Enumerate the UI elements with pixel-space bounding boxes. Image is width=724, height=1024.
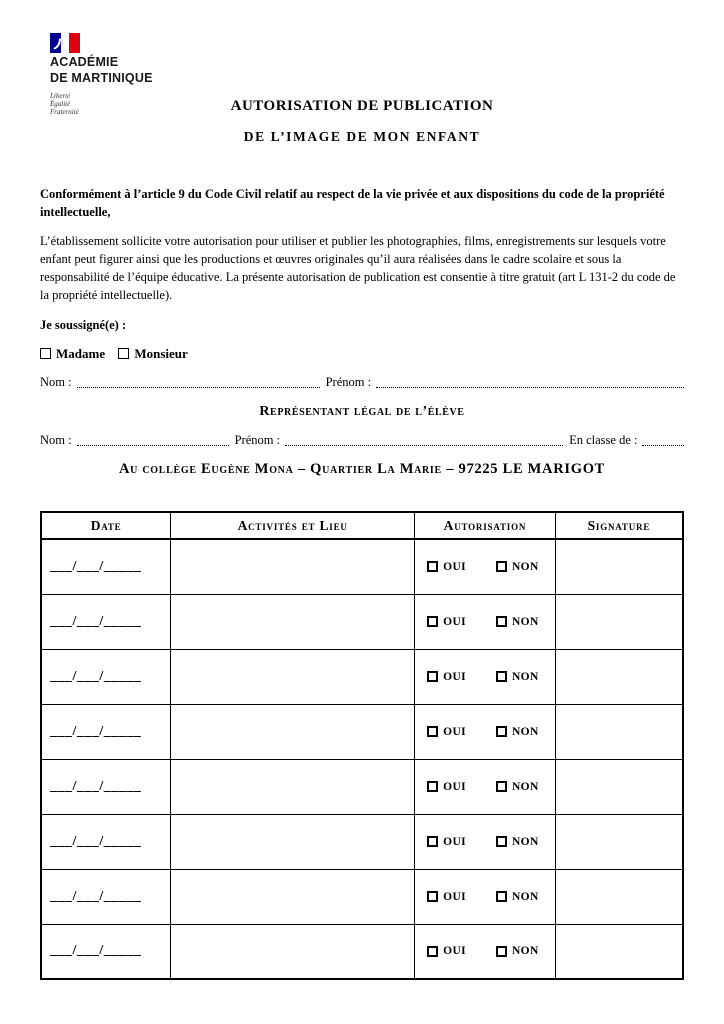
signature-cell[interactable] xyxy=(555,594,683,649)
table-row xyxy=(41,704,683,759)
signature-cell[interactable] xyxy=(555,869,683,924)
college-address-line: Au collège Eugène Mona – Quartier La Marie – 97225 LE MARIGOT xyxy=(118,461,606,477)
student-name-line xyxy=(40,433,684,448)
oui-label: OUI xyxy=(443,560,467,573)
oui-label: OUI xyxy=(443,945,467,958)
document-title-line2: DE L’IMAGE DE MON ENFANT xyxy=(243,129,481,144)
student-prenom-label: Prénom : xyxy=(234,433,281,447)
date-cell xyxy=(41,649,171,704)
date-cell xyxy=(41,704,171,759)
madame-checkbox-icon[interactable] xyxy=(40,348,51,359)
non-checkbox-icon[interactable] xyxy=(496,836,507,847)
date-cell xyxy=(41,924,171,979)
oui-label: OUI xyxy=(443,890,467,903)
activity-cell[interactable] xyxy=(171,869,415,924)
non-checkbox-option[interactable] xyxy=(496,616,539,628)
non-label: NON xyxy=(511,560,539,573)
non-checkbox-option[interactable] xyxy=(496,945,539,957)
date-field[interactable]: ___/___/_____ xyxy=(50,558,142,574)
date-cell xyxy=(41,594,171,649)
activity-cell[interactable] xyxy=(171,594,415,649)
non-checkbox-option[interactable] xyxy=(496,836,539,848)
authorization-cell xyxy=(415,594,556,649)
academy-name-line1: ACADÉMIE xyxy=(50,55,119,69)
oui-checkbox-option[interactable] xyxy=(427,945,466,957)
authorization-cell xyxy=(415,649,556,704)
table-row xyxy=(41,759,683,814)
student-classe-label: En classe de : xyxy=(569,433,638,447)
student-nom-field[interactable] xyxy=(77,442,229,446)
non-checkbox-icon[interactable] xyxy=(496,671,507,682)
date-cell xyxy=(41,759,171,814)
header-activites: Activités et Lieu xyxy=(171,512,415,539)
authorization-cell xyxy=(415,704,556,759)
table-row xyxy=(41,649,683,704)
date-cell xyxy=(41,869,171,924)
authorization-cell xyxy=(415,814,556,869)
oui-label: OUI xyxy=(443,725,467,738)
header-signature: Signature xyxy=(555,512,683,539)
activity-cell[interactable] xyxy=(171,759,415,814)
signer-nom-field[interactable] xyxy=(77,384,320,388)
oui-checkbox-option[interactable] xyxy=(427,671,466,683)
french-flag-icon xyxy=(50,33,80,53)
legal-representative-heading: Représentant légal de l’élève xyxy=(259,404,465,419)
oui-checkbox-option[interactable] xyxy=(427,781,466,793)
table-row xyxy=(41,869,683,924)
student-nom-label: Nom : xyxy=(40,433,72,447)
non-checkbox-icon[interactable] xyxy=(496,946,507,957)
signature-cell[interactable] xyxy=(555,704,683,759)
authorization-cell xyxy=(415,539,556,594)
activity-cell[interactable] xyxy=(171,704,415,759)
oui-checkbox-icon[interactable] xyxy=(427,671,438,682)
date-cell xyxy=(41,814,171,869)
date-field[interactable]: ___/___/_____ xyxy=(50,613,142,629)
date-field[interactable]: ___/___/_____ xyxy=(50,723,142,739)
table-header-row xyxy=(41,512,683,539)
header-autorisation: Autorisation xyxy=(415,512,556,539)
authorization-table xyxy=(40,511,684,980)
signer-prenom-label: Prénom : xyxy=(325,375,372,389)
oui-label: OUI xyxy=(443,780,467,793)
non-checkbox-icon[interactable] xyxy=(496,781,507,792)
oui-checkbox-icon[interactable] xyxy=(427,781,438,792)
oui-label: OUI xyxy=(443,835,467,848)
oui-checkbox-option[interactable] xyxy=(427,616,466,628)
non-checkbox-icon[interactable] xyxy=(496,726,507,737)
date-field[interactable]: ___/___/_____ xyxy=(50,943,142,959)
signer-name-line xyxy=(40,375,684,390)
madame-label: Madame xyxy=(56,346,106,361)
oui-label: OUI xyxy=(443,615,467,628)
date-field[interactable]: ___/___/_____ xyxy=(50,833,142,849)
table-row xyxy=(41,594,683,649)
table-row xyxy=(41,539,683,594)
table-row xyxy=(41,814,683,869)
non-label: NON xyxy=(511,780,539,793)
signature-cell[interactable] xyxy=(555,649,683,704)
motto-fraternite: Fraternité xyxy=(50,108,79,116)
authorization-cell xyxy=(415,924,556,979)
non-label: NON xyxy=(511,670,539,683)
monsieur-checkbox-option[interactable] xyxy=(118,346,187,361)
signature-cell[interactable] xyxy=(555,759,683,814)
oui-checkbox-icon[interactable] xyxy=(427,891,438,902)
authorization-cell xyxy=(415,869,556,924)
monsieur-label: Monsieur xyxy=(134,346,188,361)
motto xyxy=(50,92,190,116)
je-soussigne-label: Je soussigné(e) : xyxy=(40,318,127,332)
oui-checkbox-icon[interactable] xyxy=(427,946,438,957)
motto-egalite: Égalité xyxy=(50,100,71,108)
non-label: NON xyxy=(511,725,539,738)
non-label: NON xyxy=(511,835,539,848)
oui-checkbox-icon[interactable] xyxy=(427,616,438,627)
authorization-cell xyxy=(415,759,556,814)
date-cell xyxy=(41,539,171,594)
oui-checkbox-option[interactable] xyxy=(427,891,466,903)
non-checkbox-option[interactable] xyxy=(496,891,539,903)
academy-logo xyxy=(50,33,190,116)
oui-checkbox-icon[interactable] xyxy=(427,836,438,847)
non-label: NON xyxy=(511,890,539,903)
non-checkbox-option[interactable] xyxy=(496,726,539,738)
signature-cell[interactable] xyxy=(555,924,683,979)
signature-cell[interactable] xyxy=(555,539,683,594)
document-title-line1: AUTORISATION DE PUBLICATION xyxy=(230,98,494,114)
monsieur-checkbox-icon[interactable] xyxy=(118,348,129,359)
motto-liberte: Liberté xyxy=(50,92,71,100)
non-checkbox-option[interactable] xyxy=(496,671,539,683)
activity-cell[interactable] xyxy=(171,539,415,594)
activity-cell[interactable] xyxy=(171,814,415,869)
non-checkbox-icon[interactable] xyxy=(496,561,507,572)
date-field[interactable]: ___/___/_____ xyxy=(50,668,142,684)
signer-nom-label: Nom : xyxy=(40,375,72,389)
activity-cell[interactable] xyxy=(171,924,415,979)
oui-checkbox-icon[interactable] xyxy=(427,726,438,737)
student-prenom-field[interactable] xyxy=(285,442,563,446)
non-checkbox-option[interactable] xyxy=(496,561,539,573)
signature-cell[interactable] xyxy=(555,814,683,869)
table-row xyxy=(41,924,683,979)
header-date: Date xyxy=(41,512,171,539)
non-label: NON xyxy=(511,945,539,958)
oui-checkbox-option[interactable] xyxy=(427,836,466,848)
madame-checkbox-option[interactable] xyxy=(40,346,105,361)
civility-row xyxy=(40,346,684,362)
oui-label: OUI xyxy=(443,670,467,683)
student-classe-field[interactable] xyxy=(642,442,684,446)
oui-checkbox-option[interactable] xyxy=(427,726,466,738)
date-field[interactable]: ___/___/_____ xyxy=(50,888,142,904)
legal-reference-paragraph: Conformément à l’article 9 du Code Civil relatif au respect de la vie privée et aux dispositions du code de la propriété intellectuelle, xyxy=(40,187,665,219)
non-label: NON xyxy=(511,615,539,628)
non-checkbox-icon[interactable] xyxy=(496,891,507,902)
oui-checkbox-option[interactable] xyxy=(427,561,466,573)
academy-name-line2: DE MARTINIQUE xyxy=(50,71,153,85)
non-checkbox-icon[interactable] xyxy=(496,616,507,627)
activity-cell[interactable] xyxy=(171,649,415,704)
signer-prenom-field[interactable] xyxy=(376,384,684,388)
oui-checkbox-icon[interactable] xyxy=(427,561,438,572)
non-checkbox-option[interactable] xyxy=(496,781,539,793)
authorization-body-paragraph: L’établissement sollicite votre autorisation pour utiliser et publier les photographies, films, enregistrements sur lesquels votre enfant peut figurer ainsi que les productions et œuvres originales qu’il aura réalisées dans le cadre scolaire et sous la responsabilité de l’équipe éducative. La présente autorisation de publication est consentie à titre gratuit (art L 131-2 du code de la propriété intellectuelle). xyxy=(40,234,676,302)
date-field[interactable]: ___/___/_____ xyxy=(50,778,142,794)
